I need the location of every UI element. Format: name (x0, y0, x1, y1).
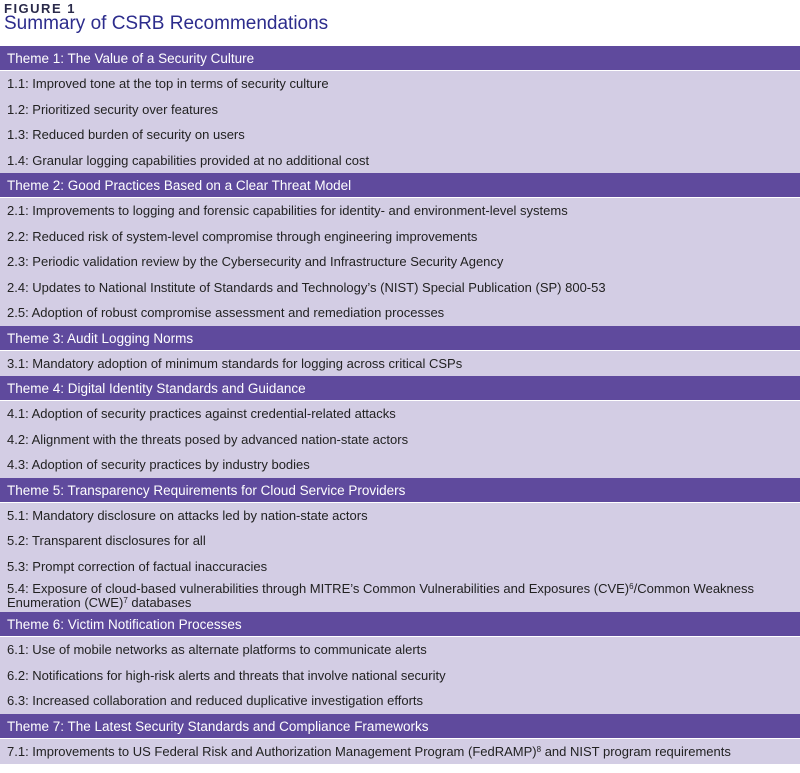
recommendation-row (0, 579, 800, 612)
theme-header: Theme 6: Victim Notification Processes (0, 612, 800, 637)
figure-title: Summary of CSRB Recommendations (4, 13, 329, 34)
recommendation-row: 1.3: Reduced burden of security on users (0, 122, 800, 148)
recommendation-row: 4.2: Alignment with the threats posed by advanced nation-state actors (0, 427, 800, 453)
recommendation-row: 2.2: Reduced risk of system-level compromise through engineering improvements (0, 224, 800, 250)
recommendation-row: 5.1: Mandatory disclosure on attacks led by nation-state actors (0, 503, 800, 529)
row-text: and NIST program requirements (541, 743, 731, 759)
figure-label: FIGURE 1 (4, 1, 76, 16)
theme-header: Theme 4: Digital Identity Standards and Guidance (0, 376, 800, 401)
recommendation-row: 2.3: Periodic validation review by the Cybersecurity and Infrastructure Security Agency (0, 249, 800, 275)
theme-header: Theme 5: Transparency Requirements for Cloud Service Providers (0, 478, 800, 503)
theme-header: Theme 2: Good Practices Based on a Clear Threat Model (0, 173, 800, 198)
recommendation-row: 4.3: Adoption of security practices by industry bodies (0, 452, 800, 478)
recommendation-row: 5.2: Transparent disclosures for all (0, 528, 800, 554)
recommendation-row: 5.3: Prompt correction of factual inaccuracies (0, 554, 800, 580)
recommendation-row (0, 739, 800, 765)
row-text: 7.1: Improvements to US Federal Risk and Authorization Management Program (FedRAMP) (7, 743, 537, 759)
recommendation-row: 3.1: Mandatory adoption of minimum standards for logging across critical CSPs (0, 351, 800, 377)
row-text: databases (127, 595, 192, 610)
recommendation-row: 4.1: Adoption of security practices against credential-related attacks (0, 401, 800, 427)
recommendation-row: 6.3: Increased collaboration and reduced duplicative investigation efforts (0, 688, 800, 714)
theme-header: Theme 7: The Latest Security Standards and Compliance Frameworks (0, 714, 800, 739)
footnote-ref: 8 (536, 744, 542, 754)
row-text: 5.4: Exposure of cloud-based vulnerabilities through MITRE’s Common Vulnerabilities and Exposures (CVE) (7, 581, 630, 596)
footnote-ref: 6 (629, 582, 634, 591)
recommendation-row: 2.4: Updates to National Institute of Standards and Technology’s (NIST) Special Publication (SP) 800-53 (0, 275, 800, 301)
recommendation-row: 1.2: Prioritized security over features (0, 97, 800, 123)
recommendations-table (0, 46, 800, 764)
recommendation-row: 6.1: Use of mobile networks as alternate platforms to communicate alerts (0, 637, 800, 663)
recommendation-row: 1.4: Granular logging capabilities provided at no additional cost (0, 148, 800, 174)
recommendation-row: 2.1: Improvements to logging and forensic capabilities for identity- and environment-level systems (0, 198, 800, 224)
recommendation-row: 6.2: Notifications for high-risk alerts and threats that involve national security (0, 663, 800, 689)
recommendation-row: 2.5: Adoption of robust compromise assessment and remediation processes (0, 300, 800, 326)
theme-header: Theme 1: The Value of a Security Culture (0, 46, 800, 71)
theme-header: Theme 3: Audit Logging Norms (0, 326, 800, 351)
recommendation-row: 1.1: Improved tone at the top in terms of security culture (0, 71, 800, 97)
footnote-ref: 7 (123, 596, 128, 605)
row-text: /Common Weakness Enumeration (CWE) (7, 581, 755, 610)
